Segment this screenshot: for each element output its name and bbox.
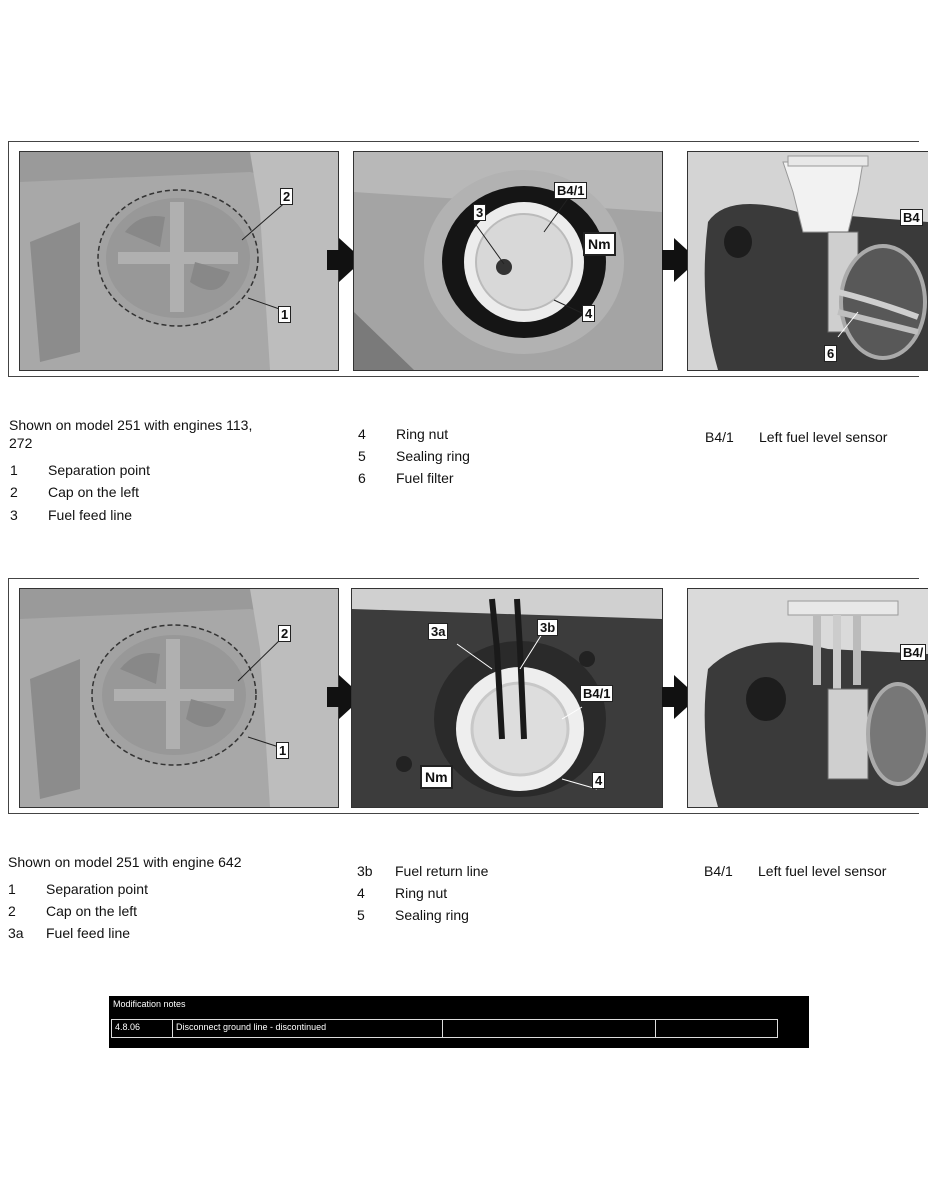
nm-torque-badge: Nm: [420, 765, 453, 789]
photo-ring-nut: [353, 151, 663, 371]
mod-date: 4.8.06: [112, 1020, 173, 1037]
callout-b4-1: B4/1: [580, 685, 613, 702]
figure-1: [8, 141, 919, 377]
callout-2: 2: [280, 188, 293, 205]
figure-2: [8, 578, 924, 814]
callout-b4-1: B4/1: [554, 182, 587, 199]
modification-notes-heading: Modification notes: [113, 999, 186, 1009]
caption-section-1: Shown on model 251 with engines 113, 272: [9, 417, 253, 451]
photo-tank-cap: [19, 151, 339, 371]
mod-cell-empty: [656, 1020, 775, 1037]
nm-torque-badge: Nm: [583, 232, 616, 256]
caption-section-2: Shown on model 251 with engine 642: [8, 854, 242, 870]
photo-sensor-assembly: [687, 588, 928, 808]
photo-filter-assembly: [687, 151, 928, 371]
callout-1: 1: [278, 306, 291, 323]
photo-tank-cap: [19, 588, 339, 808]
callout-2: 2: [278, 625, 291, 642]
callout-1: 1: [276, 742, 289, 759]
callout-4: 4: [592, 772, 605, 789]
callout-4: 4: [582, 305, 595, 322]
callout-b4: B4: [900, 209, 923, 226]
callout-b4: B4/: [900, 644, 926, 661]
modification-notes: [109, 996, 809, 1048]
callout-3b: 3b: [537, 619, 558, 636]
callout-6: 6: [824, 345, 837, 362]
modification-notes-row: [111, 1019, 778, 1038]
callout-3: 3: [473, 204, 486, 221]
callout-3a: 3a: [428, 623, 448, 640]
photo-fuel-lines: [351, 588, 663, 808]
mod-cell-empty: [443, 1020, 656, 1037]
mod-description: Disconnect ground line - discontinued: [173, 1020, 443, 1037]
